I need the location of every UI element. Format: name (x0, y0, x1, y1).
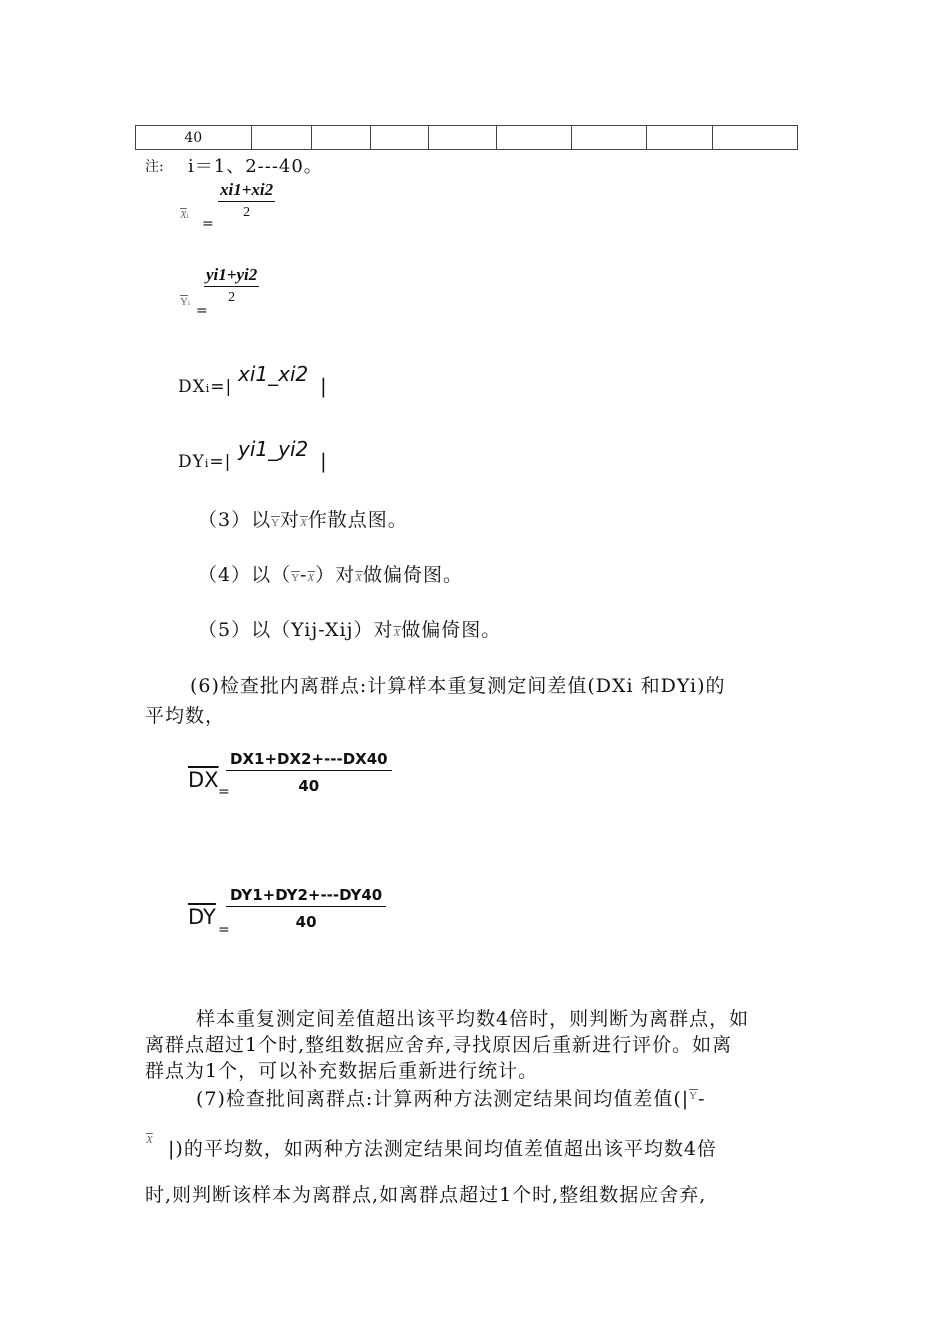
xbar-fraction (218, 180, 275, 221)
ybar-denominator: 2 (228, 290, 236, 305)
dy-mean-denominator: 40 (295, 913, 317, 931)
step-5: （5）以（Yij-Xij）对$\overline{X}$做偏倚图。 (198, 619, 502, 641)
step-7-line1: (7)检查批间离群点:计算两种方法测定结果间均值差值($|^{\overline{Y}}-$ (196, 1088, 706, 1110)
table-row (136, 126, 798, 150)
dy-mean-fraction (226, 886, 386, 931)
table-cell: 40 (136, 126, 252, 150)
step-6-line2: 平均数， (145, 705, 226, 727)
ybar-lhs: $\overline{Y}i$ (180, 296, 190, 308)
table-cell (571, 126, 646, 150)
dy-mean-eq: = (218, 922, 230, 938)
table-cell (428, 126, 497, 150)
outlier-para-line2: 离群点超过1个时,整组数据应舍弃,寻找原因后重新进行评价。如离 (145, 1034, 733, 1056)
note-label: 注: (145, 159, 164, 175)
dy-mean-numerator: DY1+DY2+---DY40 (226, 886, 386, 907)
table-cell (497, 126, 572, 150)
dx-lhs: DXi=| (178, 377, 233, 397)
xbar-eq: = (202, 216, 214, 232)
dx-expression: xi1_xi2 (238, 362, 309, 386)
dx-mean-numerator: DX1+DX2+---DX40 (226, 750, 392, 771)
table-cell (251, 126, 312, 150)
xbar-numerator: xi1+xi2 (218, 180, 275, 202)
ybar-eq: = (196, 303, 208, 319)
dx-mean-lhs: $\overline{DX}$ (188, 768, 219, 792)
table-cell (370, 126, 428, 150)
step-6-line1: (6)检查批内离群点:计算样本重复测定间差值(DXi 和DYi)的 (190, 675, 726, 697)
dy-close-bar: | (320, 449, 327, 473)
dx-mean-eq: = (218, 784, 230, 800)
ybar-numerator: yi1+yi2 (204, 265, 259, 287)
step-7-line3: 时,则判断该样本为离群点,如离群点超过1个时,整组数据应舍弃, (145, 1184, 707, 1206)
xbar-lhs: $\overline{X}i$ (180, 209, 189, 221)
dy-lhs: DYi=| (178, 452, 232, 472)
table-cell (312, 126, 371, 150)
step-7-line2: |)的平均数，如两种方法测定结果间均值差值超出该平均数4倍 (168, 1138, 717, 1160)
step-3: （3）以$\overline{Y}$对$\overline{X}$作散点图。 (198, 509, 408, 531)
dy-expression: yi1_yi2 (238, 437, 309, 461)
table-cell (713, 126, 798, 150)
dx-mean-fraction (226, 750, 392, 795)
ybar-fraction (204, 265, 259, 306)
data-table (135, 125, 798, 150)
table-cell (646, 126, 713, 150)
xbar-denominator: 2 (243, 205, 251, 220)
outlier-para-line1: 样本重复测定间差值超出该平均数4倍时，则判断为离群点，如 (196, 1008, 750, 1030)
step-7-x-symbol: $\overline{X}$ (146, 1134, 153, 1146)
note-text: i＝1、2---40。 (188, 156, 323, 177)
step-4: （4）以$(\overline{Y}-\overline{X})$对$\overline{X}$做偏倚图。 (198, 564, 463, 586)
dx-mean-denominator: 40 (298, 777, 320, 795)
dy-mean-lhs: $\overline{DY}$ (188, 905, 216, 929)
dx-close-bar: | (320, 374, 327, 398)
outlier-para-line3: 群点为1个，可以补充数据后重新进行统计。 (145, 1060, 539, 1082)
